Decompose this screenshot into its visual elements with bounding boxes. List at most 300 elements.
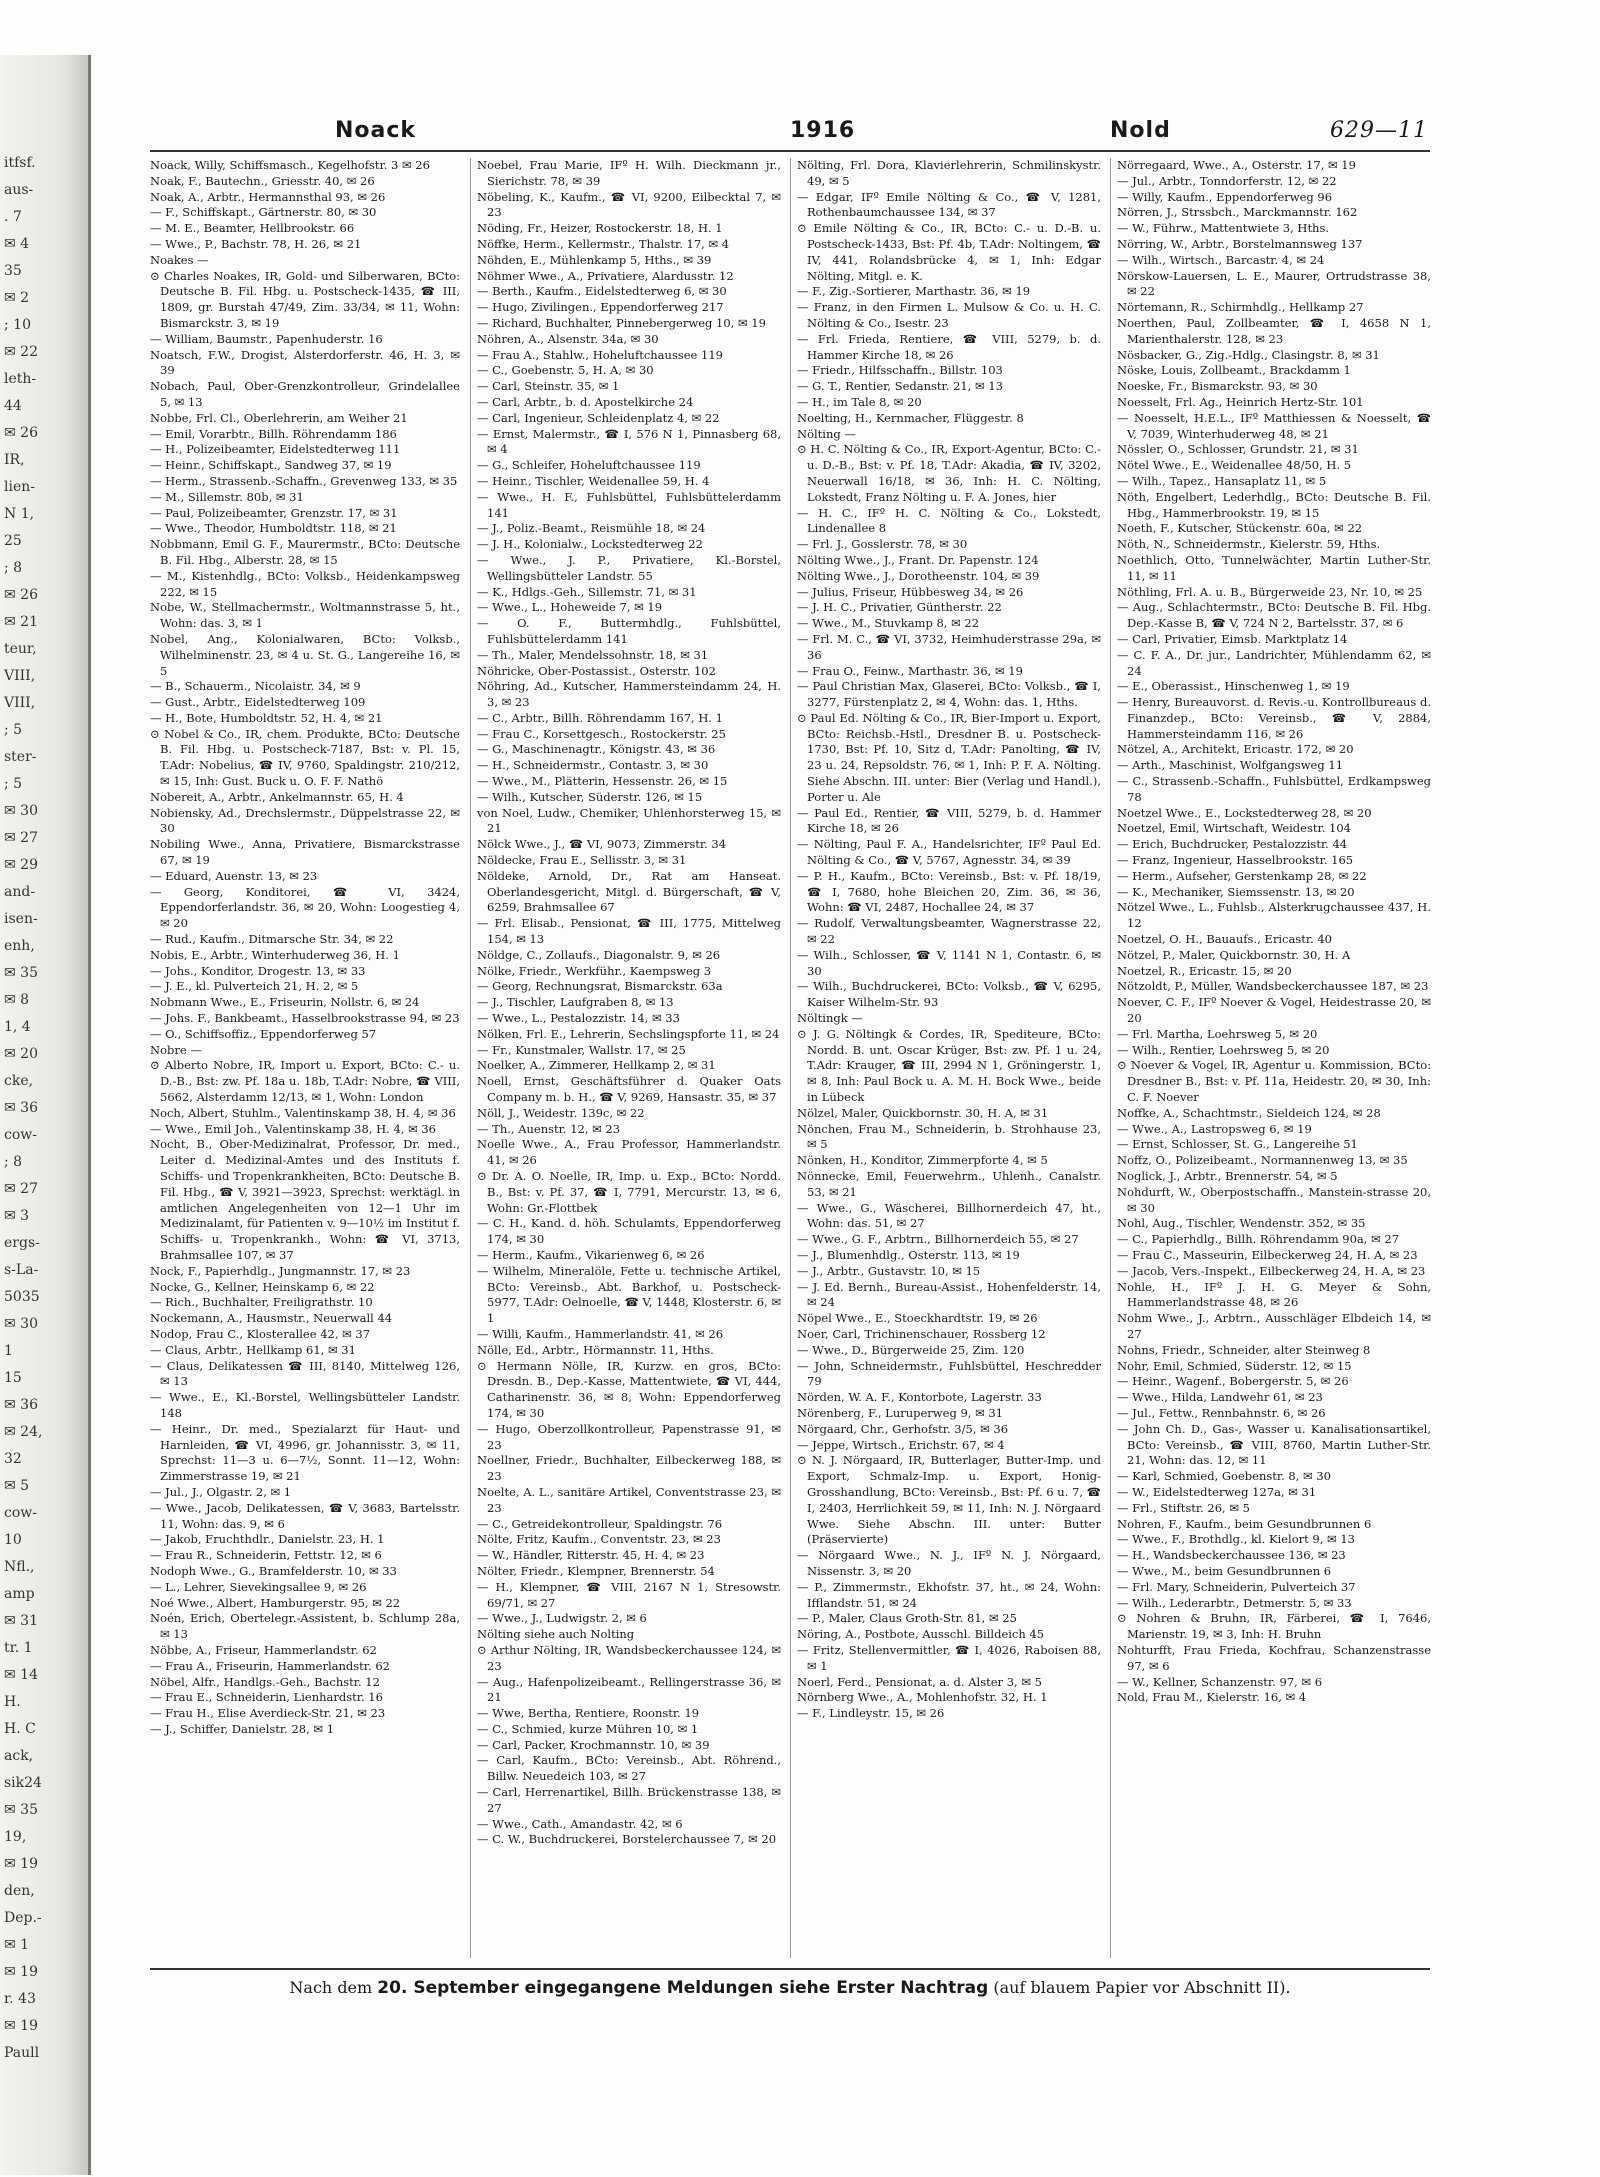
directory-entry: Noetzel, O. H., Bauaufs., Ericastr. 40 <box>1117 932 1332 947</box>
directory-entry: — P. H., Kaufm., BCto: Vereinsb., Bst: v. Pf. 18/19, ☎ I, 7680, hohe Bleichen 20, Zim. 36, ✉ 36, Wohn: ☎ VI, 2487, Hochallee 24, ✉ 37 <box>797 868 1101 915</box>
directory-entry: Noakes — <box>150 252 209 267</box>
directory-entry: ⊙ H. C. Nölting & Co., IR, Export-Agentur, BCto: C.- u. D.-B., Bst: v. Pf. 18, T.Adr: Akadia, ☎ IV, 3202, Neuerwall 16/18, ✉ 36, Inh: H. C. Nölting, Lokstedt, Franz Nölting u. F. A. Jones, hier <box>797 442 1101 504</box>
left-headword: Noack <box>335 118 417 143</box>
directory-entry: ⊙ Dr. A. O. Noelle, IR, Imp. u. Exp., BCto: Nordd. B., Bst: v. Pf. 37, ☎ I, 7791, Mercurstr. 13, ✉ 6, Wohn: Gr.-Flottbek <box>477 1169 781 1215</box>
directory-entry: Noelte, A. L., sanitäre Artikel, Conventstrasse 23, ✉ 23 <box>477 1484 781 1515</box>
directory-entry: — Wwe., J., Ludwigstr. 2, ✉ 6 <box>477 1611 647 1626</box>
directory-entry: — Johs. F., Bankbeamt., Hasselbrookstrasse 94, ✉ 23 <box>150 1011 460 1026</box>
margin-fragment: ✉ 21 <box>4 614 38 630</box>
directory-entry: Nodop, Frau C., Klosterallee 42, ✉ 37 <box>150 1326 371 1341</box>
margin-fragment: ✉ 4 <box>4 236 30 252</box>
directory-entry: — W., Eidelstedterweg 127a, ✉ 31 <box>1117 1484 1317 1499</box>
directory-entry: — W., Händler, Ritterstr. 45, H. 4, ✉ 23 <box>477 1548 705 1563</box>
directory-entry: — Franz, Ingenieur, Hasselbrookstr. 165 <box>1117 853 1354 868</box>
directory-entry: — Frau O., Feinw., Marthastr. 36, ✉ 19 <box>797 663 1023 678</box>
margin-fragment: teur, <box>4 641 37 657</box>
directory-entry: — Carl, Kaufm., BCto: Vereinsb., Abt. Röhrend., Billw. Neuedeich 103, ✉ 27 <box>477 1753 781 1784</box>
margin-fragment: ; 8 <box>4 560 23 576</box>
directory-entry: — K., Mechaniker, Siemssenstr. 13, ✉ 20 <box>1117 884 1355 899</box>
directory-entry: Noetzel, Emil, Wirtschaft, Weidestr. 104 <box>1117 821 1351 836</box>
directory-entry: — Paul Ed., Rentier, ☎ VIII, 5279, b. d. Hammer Kirche 18, ✉ 26 <box>797 805 1101 836</box>
directory-entry: Nocht, B., Ober-Medizinalrat, Professor, Dr. med., Leiter d. Medizinal-Amtes und des Instituts f. Schiffs- und Tropenkrankheiten, BCto: Deutsche B. Fil. Hbg., ☎ V, 3921—3923, Sprechst: werktägl. in amtlichen Angelegenheiten von 12—1 Uhr im Medizinalamt, für Patienten v. 9—10½ im Institut f. Schiffs- u. Tropenkrankh., Wohn: ☎ VI, 3713, Brahmsallee 107, ✉ 37 <box>150 1137 460 1262</box>
margin-fragment: ✉ 36 <box>4 1100 38 1116</box>
margin-fragment: ; 5 <box>4 722 23 738</box>
directory-entry: — Jeppe, Wirtsch., Erichstr. 67, ✉ 4 <box>797 1437 1005 1452</box>
directory-entry: Nölting siehe auch Nolting <box>477 1627 635 1642</box>
directory-entry: ⊙ Arthur Nölting, IR, Wandsbeckerchaussee 124, ✉ 23 <box>477 1642 781 1673</box>
directory-entry: Nobbmann, Emil G. F., Maurermstr., BCto: Deutsche B. Fil. Hbg., Alberstr. 28, ✉ 15 <box>150 537 460 567</box>
directory-entry: Noak, F., Bautechn., Griesstr. 40, ✉ 26 <box>150 173 375 188</box>
directory-entry: — Frau C., Masseurin, Eilbeckerweg 24, H. A, ✉ 23 <box>1117 1247 1418 1262</box>
directory-entry: Nöll, J., Weidestr. 139c, ✉ 22 <box>477 1105 645 1120</box>
directory-entry: — Fritz, Stellenvermittler, ☎ I, 4026, Raboisen 88, ✉ 1 <box>797 1642 1101 1673</box>
directory-entry: Noatsch, F.W., Drogist, Alsterdorferstr. 46, H. 3, ✉ 39 <box>150 347 460 378</box>
directory-entry: — Aug., Hafenpolizeibeamt., Rellingerstrasse 36, ✉ 21 <box>477 1674 781 1705</box>
directory-entry: — G. T., Rentier, Sedanstr. 21, ✉ 13 <box>797 379 1003 394</box>
directory-entry: — Jul., J., Olgastr. 2, ✉ 1 <box>150 1484 292 1499</box>
directory-entry: — H., Schneidermstr., Contastr. 3, ✉ 30 <box>477 758 709 773</box>
directory-entry: Nobach, Paul, Ober-Grenzkontrolleur, Grindelallee 5, ✉ 13 <box>150 379 460 409</box>
column-3 <box>790 158 1101 1958</box>
margin-fragment: ✉ 8 <box>4 992 30 1008</box>
directory-entry: — Eduard, Auenstr. 13, ✉ 23 <box>150 868 318 883</box>
margin-fragment: ✉ 29 <box>4 857 38 873</box>
column-2 <box>470 158 781 1958</box>
directory-entry: ⊙ Noever & Vogel, IR, Agentur u. Kommission, BCto: Dresdner B., Bst: v. Pf. 11a, Heidestr. 20, ✉ 30, Inh: C. F. Noever <box>1117 1058 1431 1105</box>
directory-entry: Noglick, J., Arbtr., Brennerstr. 54, ✉ 5 <box>1117 1169 1338 1183</box>
directory-entry: Nötzoldt, P., Müller, Wandsbeckerchaussee 187, ✉ 23 <box>1117 979 1429 994</box>
directory-entry: — William, Baumstr., Papenhuderstr. 16 <box>150 331 383 346</box>
directory-entry: — Wwe., D., Bürgerweide 25, Zim. 120 <box>797 1342 1025 1357</box>
directory-entry: Noack, Willy, Schiffsmasch., Kegelhofstr. 3 ✉ 26 <box>150 158 430 172</box>
directory-entry: Nörtemann, R., Schirmhdlg., Hellkamp 27 <box>1117 300 1364 315</box>
directory-entry: Nörden, W. A. F., Kontorbote, Lagerstr. 33 <box>797 1390 1042 1405</box>
margin-fragment: itfsf. <box>4 155 36 171</box>
directory-entry: Nobereit, A., Arbtr., Ankelmannstr. 65, H. 4 <box>150 789 404 804</box>
directory-entry: Nölken, Frl. E., Lehrerin, Sechslingspforte 11, ✉ 24 <box>477 1026 780 1041</box>
directory-entry: — M., Kistenhdlg., BCto: Volksb., Heidenkampsweg 222, ✉ 15 <box>150 568 460 599</box>
directory-entry: — Frau A., Stahlw., Hoheluftchaussee 119 <box>477 347 723 362</box>
margin-fragment: lien- <box>4 479 35 495</box>
directory-entry: — Franz, in den Firmen L. Mulsow & Co. u. H. C. Nölting & Co., Isestr. 23 <box>797 300 1101 330</box>
margin-fragment: ✉ 5 <box>4 1478 30 1494</box>
directory-entry: Nohr, Emil, Schmied, Süderstr. 12, ✉ 15 <box>1117 1358 1352 1373</box>
margin-fragment: Dep.- <box>4 1910 42 1926</box>
margin-fragment: ✉ 27 <box>4 1181 38 1197</box>
margin-fragment: ; 8 <box>4 1154 23 1170</box>
directory-entry: — B., Schauerm., Nicolaistr. 34, ✉ 9 <box>150 679 361 694</box>
directory-entry: Nönken, H., Konditor, Zimmerpforte 4, ✉ 5 <box>797 1153 1048 1168</box>
directory-entry: Nörregaard, Wwe., A., Osterstr. 17, ✉ 19 <box>1117 158 1356 172</box>
directory-entry: — C., Getreidekontrolleur, Spaldingstr. 76 <box>477 1516 723 1531</box>
margin-fragment: N 1, <box>4 506 35 522</box>
directory-entry: Nötel Wwe., E., Weidenallee 48/50, H. 5 <box>1117 458 1352 473</box>
margin-fragment: Nfl., <box>4 1559 35 1575</box>
directory-entry: Nönchen, Frau M., Schneiderin, b. Strohhause 23, ✉ 5 <box>797 1121 1101 1152</box>
directory-entry: — Fr., Kunstmaler, Wallstr. 17, ✉ 25 <box>477 1042 686 1057</box>
directory-entry: — Julius, Friseur, Hübbesweg 34, ✉ 26 <box>797 584 1024 599</box>
directory-entry: — Heinr., Wagenf., Bobergerstr. 5, ✉ 26 <box>1117 1374 1349 1389</box>
directory-entry: Nöding, Fr., Heizer, Rostockerstr. 18, H. 1 <box>477 221 723 236</box>
directory-entry: Nöbel, Alfr., Handlgs.-Geh., Bachstr. 12 <box>150 1674 380 1689</box>
margin-fragment: ✉ 31 <box>4 1613 38 1629</box>
margin-fragment: ; 10 <box>4 317 31 333</box>
directory-entry: Noethlich, Otto, Tunnelwächter, Martin Luther-Str. 11, ✉ 11 <box>1117 552 1431 583</box>
directory-entry: — Frl. Martha, Loehrsweg 5, ✉ 20 <box>1117 1026 1318 1041</box>
page-number: 629—11 <box>1330 118 1428 143</box>
directory-entry: — Paul Christian Max, Glaserei, BCto: Volksb., ☎ I, 3277, Fürstenplatz 2, ✉ 4, Wohn: das. 1, Hths. <box>797 679 1101 710</box>
directory-entry: — Wwe., Emil Joh., Valentinskamp 38, H. 4, ✉ 36 <box>150 1121 436 1136</box>
footer-note <box>150 1968 1430 2018</box>
directory-entry: — Rudolf, Verwaltungsbeamter, Wagnerstrasse 22, ✉ 22 <box>797 916 1101 947</box>
directory-entry: — Wwe., E., Kl.-Borstel, Wellingsbütteler Landstr. 148 <box>150 1390 460 1420</box>
directory-entry: Nölter, Friedr., Klempner, Brennerstr. 54 <box>477 1563 715 1578</box>
margin-fragment: ack, <box>4 1748 34 1764</box>
directory-entry: — Wwe., M., beim Gesundbrunnen 6 <box>1117 1563 1332 1578</box>
directory-entry: — J., Poliz.-Beamt., Reismühle 18, ✉ 24 <box>477 521 706 536</box>
directory-entry: — W., Kellner, Schanzenstr. 97, ✉ 6 <box>1117 1674 1323 1689</box>
directory-entry: Nockemann, A., Hausmstr., Neuerwall 44 <box>150 1311 393 1326</box>
margin-fragment: 1, 4 <box>4 1019 31 1035</box>
directory-entry: Nörgaard, Chr., Gerhofstr. 3/5, ✉ 36 <box>797 1421 1009 1436</box>
directory-entry: — Carl, Steinstr. 35, ✉ 1 <box>477 379 620 394</box>
directory-entry: — Wwe., J. P., Privatiere, Kl.-Borstel, Wellingsbütteler Landstr. 55 <box>477 552 781 583</box>
directory-entry: — J. Ed. Bernh., Bureau-Assist., Hohenfelderstr. 14, ✉ 24 <box>797 1279 1101 1310</box>
directory-entry: — Ernst, Malermstr., ☎ I, 576 N 1, Pinnasberg 68, ✉ 4 <box>477 426 781 457</box>
directory-entry: — Th., Auenstr. 12, ✉ 23 <box>477 1121 621 1136</box>
directory-entry: Nodoph Wwe., G., Bramfelderstr. 10, ✉ 33 <box>150 1563 397 1578</box>
directory-entry: Nobe, W., Stellmachermstr., Woltmannstrasse 5, ht., Wohn: das. 3, ✉ 1 <box>150 600 460 631</box>
directory-entry: — Jacob, Vers.-Inspekt., Eilbeckerweg 24, H. A, ✉ 23 <box>1117 1263 1426 1278</box>
directory-entry: Nohm Wwe., J., Arbtrn., Ausschläger Elbdeich 14, ✉ 27 <box>1117 1311 1431 1341</box>
directory-entry: ⊙ Charles Noakes, IR, Gold- und Silberwaren, BCto: Deutsche B. Fil. Hbg. u. Postscheck-1435, ☎ III, 1809, gr. Burstah 47/49, Zim. 33/34, ✉ 11, Wohn: Bismarckstr. 3, ✉ 19 <box>150 268 460 330</box>
directory-entry: — Arth., Maschinist, Wolfgangsweg 11 <box>1117 758 1344 773</box>
directory-entry: Nöhmer Wwe., A., Privatiere, Alardusstr. 12 <box>477 268 734 283</box>
directory-entry: Nohl, Aug., Tischler, Wendenstr. 352, ✉ 35 <box>1117 1216 1366 1231</box>
directory-entry: — F., Lindleystr. 15, ✉ 26 <box>797 1706 945 1721</box>
margin-fragment: cow- <box>4 1505 37 1521</box>
margin-fragment: den, <box>4 1883 35 1899</box>
directory-entry: Nocke, G., Kellner, Heinskamp 6, ✉ 22 <box>150 1279 375 1294</box>
directory-entry: — H., im Tale 8, ✉ 20 <box>797 394 922 409</box>
directory-entry: — Wilh., Kutscher, Süderstr. 126, ✉ 15 <box>477 789 703 804</box>
directory-entry: — P., Maler, Claus Groth-Str. 81, ✉ 25 <box>797 1611 1017 1626</box>
directory-entry: — Friedr., Hilfsschaffn., Billstr. 103 <box>797 363 1003 378</box>
directory-entry: — Jul., Arbtr., Tonndorferstr. 12, ✉ 22 <box>1117 173 1337 188</box>
margin-fragment: 25 <box>4 533 22 549</box>
directory-entry: Noeth, F., Kutscher, Stückenstr. 60a, ✉ 22 <box>1117 521 1363 536</box>
directory-entry: — E., Oberassist., Hinschenweg 1, ✉ 19 <box>1117 679 1350 694</box>
directory-entry: — Th., Maler, Mendelssohnstr. 18, ✉ 31 <box>477 647 709 662</box>
directory-entry: — J., Blumenhdlg., Osterstr. 113, ✉ 19 <box>797 1247 1020 1262</box>
directory-entry: Noell, Ernst, Geschäftsführer d. Quaker Oats Company m. b. H., ☎ V, 9269, Hansastr. 35, ✉ 37 <box>477 1074 781 1105</box>
margin-fragment: 19, <box>4 1829 27 1845</box>
margin-fragment: ster- <box>4 749 37 765</box>
directory-entry: — O. F., Buttermhdlg., Fuhlsbüttel, Fuhlsbüttelerdamm 141 <box>477 616 781 646</box>
directory-entry: — K., Hdlgs.-Geh., Sillemstr. 71, ✉ 31 <box>477 584 697 599</box>
directory-entry: — Johs., Konditor, Drogestr. 13, ✉ 33 <box>150 963 366 978</box>
directory-entry: Noelle Wwe., A., Frau Professor, Hammerlandstr. 41, ✉ 26 <box>477 1137 781 1168</box>
directory-entry: — F., Zig.-Sortierer, Marthastr. 36, ✉ 19 <box>797 284 1031 299</box>
directory-entry: — Georg, Rechnungsrat, Bismarckstr. 63a <box>477 979 723 994</box>
directory-entry: Nölting — <box>797 426 856 441</box>
margin-fragment: ✉ 2 <box>4 290 30 306</box>
directory-entry: Nöpel Wwe., E., Stoeckhardtstr. 19, ✉ 26 <box>797 1311 1038 1326</box>
directory-page <box>150 100 1430 2020</box>
directory-entry: — Richard, Buchhalter, Pinnebergerweg 10, ✉ 19 <box>477 315 766 330</box>
directory-entry: — Herm., Strassenb.-Schaffn., Grevenweg 133, ✉ 35 <box>150 473 458 488</box>
directory-entry: — W., Führw., Mattentwiete 3, Hths. <box>1117 221 1330 236</box>
directory-entry: — J., Arbtr., Gustavstr. 10, ✉ 15 <box>797 1263 981 1278</box>
margin-fragment: enh, <box>4 938 35 954</box>
directory-entry: — Wilh., Buchdruckerei, BCto: Volksb., ☎ V, 6295, Kaiser Wilhelm-Str. 93 <box>797 979 1101 1010</box>
directory-entry: — Wwe., Theodor, Humboldtstr. 118, ✉ 21 <box>150 521 397 536</box>
directory-entry: — J., Tischler, Laufgraben 8, ✉ 13 <box>477 995 674 1010</box>
directory-entry: — C. W., Buchdruckerei, Borstelerchaussee 7, ✉ 20 <box>477 1832 777 1847</box>
previous-page-edge <box>0 55 91 2175</box>
directory-entry: — Paul, Polizeibeamter, Grenzstr. 17, ✉ 31 <box>150 505 398 520</box>
directory-entry: — Ernst, Schlosser, St. G., Langereihe 51 <box>1117 1137 1358 1152</box>
directory-entry: Nöldge, C., Zollaufs., Diagonalstr. 9, ✉ 26 <box>477 947 721 962</box>
directory-entry: Nöffke, Herm., Kellermstr., Thalstr. 17, ✉ 4 <box>477 236 730 251</box>
directory-entry: — Edgar, IFº Emile Nölting & Co., ☎ V, 1281, Rothenbaumchaussee 134, ✉ 37 <box>797 189 1101 220</box>
directory-entry: — H., Bote, Humboldtstr. 52, H. 4, ✉ 21 <box>150 710 383 725</box>
directory-entry: — J., Schiffer, Danielstr. 28, ✉ 1 <box>150 1721 335 1736</box>
directory-entry: Noelting, H., Kernmacher, Flüggestr. 8 <box>797 410 1024 425</box>
directory-entry: Noebel, Frau Marie, IFº H. Wilh. Dieckmann jr., Sierichstr. 78, ✉ 39 <box>477 158 781 188</box>
directory-entry: — Rich., Buchhalter, Freiligrathstr. 10 <box>150 1295 373 1310</box>
directory-entry: — Frl. M. C., ☎ VI, 3732, Heimhuderstrasse 29a, ✉ 36 <box>797 631 1101 662</box>
directory-entry: — Nölting, Paul F. A., Handelsrichter, IFº Paul Ed. Nölting & Co., ☎ V, 5767, Agnesstr. 34, ✉ 39 <box>797 837 1101 868</box>
directory-entry: Nörren, J., Strssbch., Marckmannstr. 162 <box>1117 205 1358 220</box>
directory-entry: — Frau E., Schneiderin, Lienhardstr. 16 <box>150 1690 383 1705</box>
directory-entry: Noellner, Friedr., Buchhalter, Eilbeckerweg 188, ✉ 23 <box>477 1453 781 1484</box>
margin-fragment: ergs- <box>4 1235 40 1251</box>
directory-entry: — Herm., Kaufm., Vikarienweg 6, ✉ 26 <box>477 1247 705 1262</box>
directory-entry: — Erich, Buchdrucker, Pestalozzistr. 44 <box>1117 837 1348 852</box>
directory-entry: Nöhren, A., Alsenstr. 34a, ✉ 30 <box>477 331 659 346</box>
footer-tail: (auf blauem Papier vor Abschnitt II). <box>993 1978 1291 1997</box>
directory-entry: Nold, Frau M., Kielerstr. 16, ✉ 4 <box>1117 1690 1307 1705</box>
margin-fragment: ✉ 35 <box>4 965 38 981</box>
directory-entry: Noerthen, Paul, Zollbeamter, ☎ I, 4658 N 1, Marienthalerstr. 128, ✉ 23 <box>1117 315 1431 346</box>
directory-entry: — C., Papierhdlg., Billh. Röhrendamm 90a, ✉ 27 <box>1117 1232 1400 1247</box>
directory-entry: Nölting, Frl. Dora, Klavierlehrerin, Schmilinskystr. 49, ✉ 5 <box>797 158 1101 188</box>
directory-entry: — Wilhelm, Mineralöle, Fette u. technische Artikel, BCto: Vereinsb., Abt. Barkhof, u. Postscheck-5977, T.Adr: Oelnoelle, ☎ V, 1448, Klosterstr. 6, ✉ 1 <box>477 1263 781 1326</box>
directory-entry: Noever, C. F., IFº Noever & Vogel, Heidestrasse 20, ✉ 20 <box>1117 995 1431 1026</box>
margin-fragment: ✉ 27 <box>4 830 38 846</box>
directory-entry: Nössler, O., Schlosser, Grundstr. 21, ✉ 31 <box>1117 442 1359 457</box>
directory-entry: — Wilh., Schlosser, ☎ V, 1141 N 1, Contastr. 6, ✉ 30 <box>797 947 1101 978</box>
directory-entry: Nöhricke, Ober-Postassist., Osterstr. 102 <box>477 663 716 678</box>
directory-entry: Nöldeke, Arnold, Dr., Rat am Hanseat. Oberlandesgericht, Mitgl. d. Bürgerschaft, ☎ V, 6259, Brahmsallee 67 <box>477 868 781 915</box>
margin-fragment: s-La- <box>4 1262 39 1278</box>
directory-entry: Nöske, Louis, Zollbeamt., Brackdamm 1 <box>1117 363 1351 378</box>
directory-entry: Nölting Wwe., J., Frant. Dr. Papenstr. 124 <box>797 552 1039 567</box>
directory-entry: Nobre — <box>150 1042 202 1057</box>
directory-entry: — O., Schiffsoffiz., Eppendorferweg 57 <box>150 1026 377 1041</box>
directory-entry: Noffke, A., Schachtmstr., Sieldeich 124, ✉ 28 <box>1117 1105 1381 1120</box>
directory-entry: Nörring, W., Arbtr., Borstelmannsweg 137 <box>1117 236 1363 251</box>
directory-entry: — Nörgaard Wwe., N. J., IFº N. J. Nörgaard, Nissenstr. 3, ✉ 20 <box>797 1548 1101 1578</box>
directory-entry: — Frl. Elisab., Pensionat, ☎ III, 1775, Mittelweg 154, ✉ 13 <box>477 916 781 947</box>
directory-entry: — Frl. Mary, Schneiderin, Pulverteich 37 <box>1117 1579 1356 1594</box>
directory-entry: — Claus, Delikatessen ☎ III, 8140, Mittelweg 126, ✉ 13 <box>150 1358 460 1389</box>
directory-entry: Noetzel Wwe., E., Lockstedterweg 28, ✉ 20 <box>1117 805 1372 820</box>
margin-fragment: 15 <box>4 1370 22 1386</box>
directory-entry: — Claus, Arbtr., Hellkamp 61, ✉ 31 <box>150 1342 356 1357</box>
directory-entry: — Herm., Aufseher, Gerstenkamp 28, ✉ 22 <box>1117 868 1367 883</box>
directory-entry: Nöbbe, A., Friseur, Hammerlandstr. 62 <box>150 1642 377 1657</box>
directory-entry: Nörenberg, F., Luruperweg 9, ✉ 31 <box>797 1405 1004 1420</box>
directory-entry: — Willi, Kaufm., Hammerlandstr. 41, ✉ 26 <box>477 1326 724 1341</box>
margin-fragment: 10 <box>4 1532 22 1548</box>
directory-entry: Noé Wwe., Albert, Hamburgerstr. 95, ✉ 22 <box>150 1595 401 1610</box>
directory-entry: — Wwe., M., Plätterin, Hessenstr. 26, ✉ 15 <box>477 774 728 789</box>
margin-fragment: ✉ 26 <box>4 587 38 603</box>
directory-entry: — J. H., Kolonialw., Lockstedterweg 22 <box>477 537 703 552</box>
directory-entry: Nötzel, P., Maler, Quickbornstr. 30, H. A <box>1117 947 1351 962</box>
margin-fragment: ✉ 19 <box>4 2018 38 2034</box>
directory-entry: — H., Polizeibeamter, Eidelstedterweg 111 <box>150 442 401 457</box>
margin-fragment: H. C <box>4 1721 36 1737</box>
directory-entry: — H., Wandsbeckerchaussee 136, ✉ 23 <box>1117 1548 1346 1563</box>
margin-fragment: 5035 <box>4 1289 40 1305</box>
directory-entry: Nobis, E., Arbtr., Winterhuderweg 36, H. 1 <box>150 947 400 962</box>
margin-fragment: ✉ 36 <box>4 1397 38 1413</box>
directory-entry: — J. H. C., Privatier, Güntherstr. 22 <box>797 600 1002 615</box>
directory-entry: — Frl. J., Gosslerstr. 78, ✉ 30 <box>797 537 968 552</box>
directory-entry: Nönnecke, Emil, Feuerwehrm., Uhlenh., Canalstr. 53, ✉ 21 <box>797 1169 1101 1199</box>
directory-entry: Nohle, H., IFº J. H. G. Meyer & Sohn, Hammerlandstrasse 48, ✉ 26 <box>1117 1279 1431 1310</box>
directory-entry: Nösbacker, G., Zig.-Hdlg., Clasingstr. 8, ✉ 31 <box>1117 347 1380 362</box>
directory-entry: — Wilh., Wirtsch., Barcastr. 4, ✉ 24 <box>1117 252 1325 267</box>
margin-fragment: ✉ 3 <box>4 1208 30 1224</box>
margin-fragment: 44 <box>4 398 22 414</box>
directory-entry: — Wwe., M., Stuvkamp 8, ✉ 22 <box>797 616 980 631</box>
directory-entry: Nölke, Friedr., Werkführ., Kaempsweg 3 <box>477 963 712 978</box>
directory-entry: — Jul., Fettw., Rennbahnstr. 6, ✉ 26 <box>1117 1405 1326 1420</box>
directory-entry: — Jakob, Fruchthdlr., Danielstr. 23, H. 1 <box>150 1532 385 1547</box>
directory-entry: Nöring, A., Postbote, Ausschl. Billdeich 45 <box>797 1627 1045 1642</box>
directory-entry: Nöth, N., Schneidermstr., Kielerstr. 59, Hths. <box>1117 537 1381 552</box>
directory-entry: ⊙ Nobel & Co., IR, chem. Produkte, BCto: Deutsche B. Fil. Hbg. u. Postscheck-7187, Bst: v. Pl. 15, T.Adr: Nobelius, ☎ IV, 9760, Spaldingstr. 210/212, ✉ 15, Inh: Gust. Buck u. O. F. F. Nathö <box>150 726 460 789</box>
directory-entry: Nöbeling, K., Kaufm., ☎ VI, 9200, Eilbecktal 7, ✉ 23 <box>477 189 781 220</box>
directory-entry: ⊙ Nohren & Bruhn, IR, Färberei, ☎ I, 7646, Marienstr. 19, ✉ 3, Inh: H. Bruhn <box>1117 1611 1431 1642</box>
directory-entry: Nörskow-Lauersen, L. E., Maurer, Ortrudstrasse 38, ✉ 22 <box>1117 268 1431 299</box>
footer-bold: 20. September eingegangene Meldungen siehe Erster Nachtrag <box>377 1978 989 1998</box>
directory-entry: — Carl, Ingenieur, Schleidenplatz 4, ✉ 22 <box>477 410 720 425</box>
directory-entry: — J. E., kl. Pulverteich 21, H. 2, ✉ 5 <box>150 979 359 994</box>
margin-fragment: ✉ 20 <box>4 1046 38 1062</box>
directory-entry: Nötzel, A., Architekt, Ericastr. 172, ✉ 20 <box>1117 742 1354 757</box>
directory-entry: ⊙ J. G. Nöltingk & Cordes, IR, Spediteure, BCto: Nordd. B. unt. Oscar Krüger, Bst: zw. Pf. 1 u. 24, T.Adr: Krauger, ☎ III, 2994 N 1, Gröningerstr. 1, ✉ 8, Inh: Paul Bock u. A. M. H. Bock Wwe., beide in Lübeck <box>797 1026 1101 1105</box>
directory-entry: Nölting Wwe., J., Dorotheenstr. 104, ✉ 39 <box>797 568 1040 583</box>
margin-fragment: aus- <box>4 182 34 198</box>
directory-entry: — M., Sillemstr. 80b, ✉ 31 <box>150 489 304 504</box>
directory-entry: — Carl, Arbtr., b. d. Apostelkirche 24 <box>477 394 694 409</box>
directory-entry: — Wilh., Rentier, Loehrsweg 5, ✉ 20 <box>1117 1042 1330 1057</box>
margin-fragment: ✉ 35 <box>4 1802 38 1818</box>
directory-entry: — Gust., Arbtr., Eidelstedterweg 109 <box>150 695 366 710</box>
directory-entry: Nock, F., Papierhdlg., Jungmannstr. 17, ✉ 23 <box>150 1263 411 1278</box>
directory-entry: Nötzel Wwe., L., Fuhlsb., Alsterkrugchaussee 437, H. 12 <box>1117 900 1431 931</box>
directory-entry: — John, Schneidermstr., Fuhlsbüttel, Heschredder 79 <box>797 1358 1101 1389</box>
margin-fragment: . 7 <box>4 209 22 225</box>
margin-fragment: cow- <box>4 1127 37 1143</box>
directory-entry: Nöhden, E., Mühlenkamp 5, Hths., ✉ 39 <box>477 252 712 267</box>
directory-entry: — Frau R., Schneiderin, Fettstr. 12, ✉ 6 <box>150 1548 382 1563</box>
directory-entry: ⊙ Alberto Nobre, IR, Import u. Export, BCto: C.- u. D.-B., Bst: zw. Pf. 18a u. 18b, T.Adr: Nobre, ☎ VIII, 5662, Alsterdamm 12/13, ✉ 1, Wohn: London <box>150 1058 460 1105</box>
directory-entry: Noén, Erich, Obertelegr.-Assistent, b. Schlump 28a, ✉ 13 <box>150 1611 460 1642</box>
margin-fragment: ; 5 <box>4 776 23 792</box>
directory-entry: — Carl, Herrenartikel, Billh. Brückenstrasse 138, ✉ 27 <box>477 1785 781 1815</box>
directory-entry: — Karl, Schmied, Goebenstr. 8, ✉ 30 <box>1117 1469 1331 1484</box>
directory-entry: Noelker, A., Zimmerer, Hellkamp 2, ✉ 31 <box>477 1058 716 1073</box>
margin-fragment: IR, <box>4 452 25 468</box>
directory-entry: Nobbe, Frl. Cl., Oberlehrerin, am Weiher 21 <box>150 410 408 425</box>
directory-entry: — Heinr., Schiffskapt., Sandweg 37, ✉ 19 <box>150 458 392 473</box>
directory-entry: Nobel, Ang., Kolonialwaren, BCto: Volksb., Wilhelminenstr. 23, ✉ 4 u. St. G., Langereihe 16, ✉ 5 <box>150 631 460 678</box>
directory-entry: — Wwe., H. F., Fuhlsbüttel, Fuhlsbüttelerdamm 141 <box>477 489 781 520</box>
directory-entry: Nölte, Fritz, Kaufm., Conventstr. 23, ✉ 23 <box>477 1532 721 1547</box>
footer-lead: Nach dem <box>289 1978 373 1997</box>
margin-fragment: tr. 1 <box>4 1640 33 1656</box>
directory-entry: Nölzel, Maler, Quickbornstr. 30, H. A, ✉ 31 <box>797 1105 1049 1120</box>
directory-entry: Nohren, F., Kaufm., beim Gesundbrunnen 6 <box>1117 1516 1372 1531</box>
directory-entry: Nohdurft, W., Oberpostschaffn., Manstein-strasse 20, ✉ 30 <box>1117 1184 1431 1215</box>
directory-entry: — Rud., Kaufm., Ditmarsche Str. 34, ✉ 22 <box>150 932 394 947</box>
margin-fragment: isen- <box>4 911 38 927</box>
directory-entry: — Georg, Konditorei, ☎ VI, 3424, Eppendorferlandstr. 36, ✉ 20, Wohn: Loogestieg 4, ✉ 20 <box>150 884 460 931</box>
margin-fragment: 32 <box>4 1451 22 1467</box>
directory-entry: — Wwe., G., Wäscherei, Billhornerdeich 47, ht., Wohn: das. 51, ✉ 27 <box>797 1200 1101 1231</box>
directory-entry: Nöhring, Ad., Kutscher, Hammersteindamm 24, H. 3, ✉ 23 <box>477 679 781 710</box>
directory-entry: ⊙ Hermann Nölle, IR, Kurzw. en gros, BCto: Dresdn. B., Dep.-Kasse, Mattentwiete, ☎ VI, 444, Catharinenstr. 36, ✉ 8, Wohn: Eppendorferweg 174, ✉ 30 <box>477 1358 781 1420</box>
margin-fragment: VIII, <box>4 668 36 684</box>
directory-entry: — Wwe., Hilda, Landwehr 61, ✉ 23 <box>1117 1390 1323 1405</box>
directory-entry: — Frl., Stiftstr. 26, ✉ 5 <box>1117 1500 1250 1515</box>
directory-entry: — Wwe., L., Pestalozzistr. 14, ✉ 33 <box>477 1011 680 1026</box>
directory-entry: — Frl. Frieda, Rentiere, ☎ VIII, 5279, b. d. Hammer Kirche 18, ✉ 26 <box>797 331 1101 362</box>
directory-entry: — C., Goebenstr. 5, H. A, ✉ 30 <box>477 363 654 378</box>
directory-entry: — Noesselt, H.E.L., IFº Matthiessen & Noesselt, ☎ V, 7039, Winterhuderweg 48, ✉ 21 <box>1117 410 1431 441</box>
margin-fragment: ✉ 30 <box>4 1316 38 1332</box>
directory-entry: Noch, Albert, Stuhlm., Valentinskamp 38, H. 4, ✉ 36 <box>150 1105 456 1120</box>
directory-entry: — Wilh., Lederarbtr., Detmerstr. 5, ✉ 33 <box>1117 1595 1352 1610</box>
directory-entry: — Emil, Vorarbtr., Billh. Röhrendamm 186 <box>150 426 397 441</box>
directory-entry: — Wilh., Tapez., Hansaplatz 11, ✉ 5 <box>1117 473 1327 488</box>
directory-entry: — Wwe., Cath., Amandastr. 42, ✉ 6 <box>477 1816 683 1831</box>
directory-entry: Nöltingk — <box>797 1011 863 1026</box>
directory-entry: Noak, A., Arbtr., Hermannsthal 93, ✉ 26 <box>150 189 386 204</box>
right-headword: Nold <box>1110 118 1171 143</box>
directory-entry: — M. E., Beamter, Hellbrookstr. 66 <box>150 221 355 236</box>
directory-entry: Nobmann Wwe., E., Friseurin, Nollstr. 6, ✉ 24 <box>150 995 420 1010</box>
directory-entry: — Willy, Kaufm., Eppendorferweg 96 <box>1117 189 1333 204</box>
margin-fragment: r. 43 <box>4 1991 36 2007</box>
directory-entry: — Frau H., Elise Averdieck-Str. 21, ✉ 23 <box>150 1706 386 1721</box>
year: 1916 <box>790 118 856 143</box>
directory-entry: Noer, Carl, Trichinenschauer, Rossberg 12 <box>797 1326 1046 1341</box>
directory-entry: — C., Arbtr., Billh. Röhrendamm 167, H. 1 <box>477 710 723 725</box>
directory-entry: — P., Zimmermstr., Ekhofstr. 37, ht., ✉ 24, Wohn: Ifflandstr. 51, ✉ 24 <box>797 1579 1101 1610</box>
margin-fragment: 1 <box>4 1343 13 1359</box>
directory-entry: — Hugo, Zivilingen., Eppendorferweg 217 <box>477 300 724 315</box>
directory-entry: — C. F. A., Dr. jur., Landrichter, Mühlendamm 62, ✉ 24 <box>1117 647 1431 678</box>
margin-fragment: ✉ 1 <box>4 1937 30 1953</box>
margin-fragment: ✉ 26 <box>4 425 38 441</box>
